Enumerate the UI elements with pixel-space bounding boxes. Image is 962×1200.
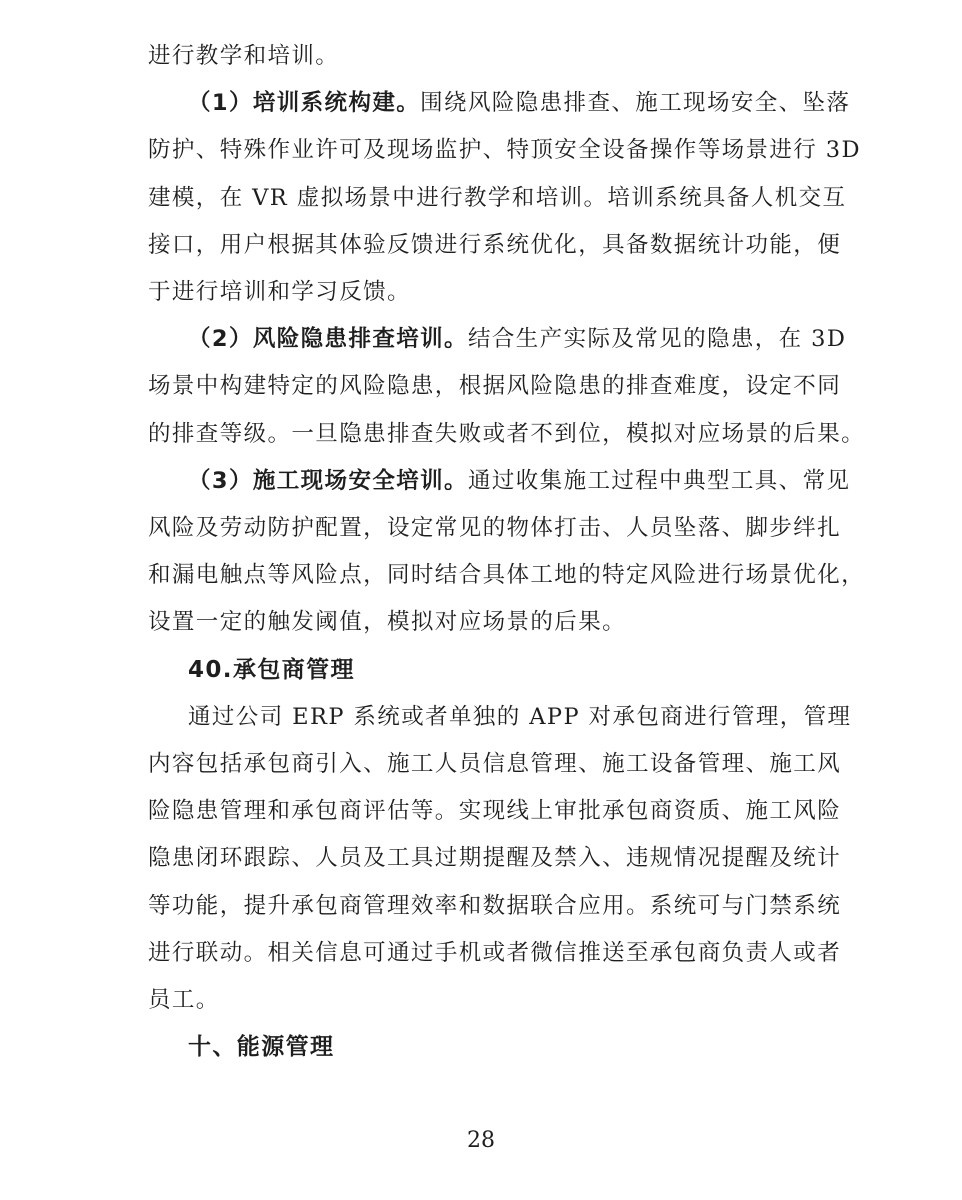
- paragraph-line: [148, 843, 841, 873]
- paragraph-line: [188, 702, 851, 732]
- paragraph-line: [188, 466, 850, 496]
- paragraph-line: [148, 560, 865, 590]
- heading-text: 40.承包商管理: [188, 656, 355, 683]
- line-text: 于进行培训和学习反馈。: [148, 279, 411, 305]
- line-text: 进行教学和培训。: [148, 43, 340, 69]
- paragraph-line: [148, 371, 841, 401]
- paragraph-line: [188, 324, 846, 354]
- item-lead-title: （3）施工现场安全培训。: [188, 467, 468, 494]
- line-text: 的排查等级。一旦隐患排查失败或者不到位，模拟对应场景的后果。: [148, 420, 866, 447]
- line-text: 通过收集施工过程中典型工具、常见: [467, 467, 851, 494]
- line-text: 险隐患管理和承包商评估等。实现线上审批承包商资质、施工风险: [148, 798, 842, 825]
- paragraph-line: [188, 88, 850, 118]
- paragraph-line: [148, 41, 339, 71]
- paragraph-line: [148, 230, 841, 260]
- line-text: 建模，在 VR 虚拟场景中进行教学和培训。培训系统具备人机交互: [148, 184, 847, 211]
- paragraph-line: [148, 796, 841, 826]
- line-text: 等功能，提升承包商管理效率和数据联合应用。系统可与门禁系统: [148, 892, 842, 919]
- line-text: 围绕风险隐患排查、施工现场安全、坠落: [420, 90, 851, 117]
- line-text: 隐患闭环跟踪、人员及工具过期提醒及禁入、违规情况提醒及统计: [148, 845, 842, 872]
- line-text: 接口，用户根据其体验反馈进行系统优化，具备数据统计功能，便: [148, 231, 842, 258]
- line-text: 进行联动。相关信息可通过手机或者微信推送至承包商负责人或者: [148, 939, 842, 966]
- line-text: 通过公司 ERP 系统或者单独的 APP 对承包商进行管理，管理: [188, 703, 852, 730]
- paragraph-line: [148, 277, 411, 307]
- paragraph-line: [148, 135, 861, 165]
- paragraph-line: [148, 891, 841, 921]
- line-text: 防护、特殊作业许可及现场监护、特顶安全设备操作等场景进行 3D: [148, 137, 861, 164]
- section-heading: [188, 655, 355, 685]
- section-heading: [188, 1032, 334, 1062]
- line-text: 设置一定的触发阈值，模拟对应场景的后果。: [148, 609, 627, 636]
- line-text: 风险及劳动防护配置，设定常见的物体打击、人员坠落、脚步绊扎: [148, 515, 842, 541]
- paragraph-line: [148, 749, 841, 779]
- paragraph-line: [148, 183, 846, 213]
- item-lead-title: （1）培训系统构建。: [188, 90, 421, 117]
- paragraph-line: [148, 419, 865, 449]
- line-text: 内容包括承包商引入、施工人员信息管理、施工设备管理、施工风: [148, 751, 842, 777]
- line-text: 和漏电触点等风险点，同时结合具体工地的特定风险进行场景优化，: [148, 562, 866, 589]
- line-text: 场景中构建特定的风险隐患，根据风险隐患的排查难度，设定不同: [148, 373, 842, 400]
- page-number: 28: [467, 1128, 495, 1153]
- paragraph-line: [148, 938, 841, 968]
- heading-text: 十、能源管理: [188, 1034, 335, 1061]
- line-text: 结合生产实际及常见的隐患，在 3D: [467, 326, 847, 353]
- item-lead-title: （2）风险隐患排查培训。: [188, 326, 468, 353]
- paragraph-line: [148, 607, 626, 637]
- line-text: 员工。: [148, 987, 220, 1013]
- paragraph-line: [148, 985, 220, 1015]
- paragraph-line: [148, 513, 841, 543]
